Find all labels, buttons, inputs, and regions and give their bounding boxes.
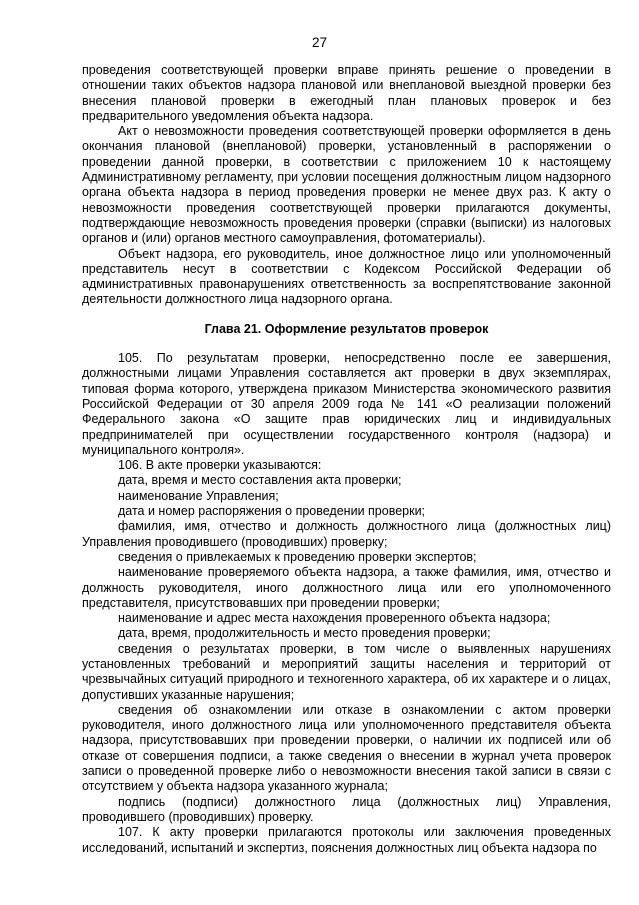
paragraph: 106. В акте проверки указываются: xyxy=(118,458,322,473)
list-item: наименование Управления; xyxy=(118,488,279,503)
paragraph: 105. По результатам проверки, непосредственно после ее завершения, должностными лицами Управления составляется акт проверки в двух экземплярах, типовая форма которого, утверждена приказом Министерства экономического развития Российской Федерации от 30 апреля 2009 года № 141 «О реализации положений Федерального закона «О защите прав юридических лиц и индивидуальных предпринимателей при осуществлении государственного контроля (надзора) и муниципального контроля». xyxy=(82,351,611,457)
document-body xyxy=(82,63,611,856)
list-item: подпись (подписи) должностного лица (должностных лиц) Управления, проводившего (проводивших) проверку. xyxy=(82,794,611,824)
list-item: дата, время и место составления акта проверки; xyxy=(118,473,402,488)
list-item: наименование проверяемого объекта надзора, а также фамилия, имя, отчество и должность руководителя, иного должностного лица или его уполномоченного представителя, присутствовавших при проведении проверки; xyxy=(82,565,611,610)
chapter-heading: Глава 21. Оформление результатов проверок xyxy=(204,321,489,336)
list-item: фамилия, имя, отчество и должность должностного лица (должностных лиц) Управления проводившего (проводивших) проверку; xyxy=(82,519,611,549)
page-number: 27 xyxy=(311,35,328,50)
paragraph: проведения соответствующей проверки вправе принять решение о проведении в отношении таких объектов надзора плановой или внеплановой выездной проверки без внесения плановой проверки в ежегодный план плановых проверок и без предварительного уведомления объекта надзора. xyxy=(82,63,611,123)
paragraphs-after xyxy=(82,351,611,856)
list-item: дата и номер распоряжения о проведении проверки; xyxy=(118,504,426,519)
list-item: сведения об ознакомлении или отказе в ознакомлении с актом проверки руководителя, иного должностного лица или уполномоченного представителя объекта надзора, присутствовавших при проведении проверки, о наличии их подписей или об отказе от совершения подписи, а также сведения о внесении в журнал учета проверок записи о проведенной проверке либо о невозможности внесения такой записи в связи с отсутствием у объекта надзора указанного журнала; xyxy=(82,702,611,794)
paragraph: 107. К акту проверки прилагаются протоколы или заключения проведенных исследований, испытаний и экспертиз, пояснения должностных лиц объекта надзора по xyxy=(82,825,611,855)
list-item: дата, время, продолжительность и место проведения проверки; xyxy=(118,626,491,641)
paragraphs-before xyxy=(82,63,611,308)
list-item: сведения о результатах проверки, в том числе о выявленных нарушениях установленных требований и мероприятий защиты населения и территорий от чрезвычайных ситуаций природного и техногенного характера, об их характере и о лицах, допустивших указанные нарушения; xyxy=(82,641,611,702)
paragraph: Акт о невозможности проведения соответствующей проверки оформляется в день окончания плановой (внеплановой) проверки, установленный в распоряжении о проведении данной проверки, в соответствии с приложением 10 к настоящему Административному регламенту, при условии посещения должностным лицом надзорного органа объекта надзора в период проведения проверки не менее двух раз. К акту о невозможности проведения соответствующей проверки прилагаются документы, подтверждающие невозможность проведения проверки (справки (выписки) из налоговых органов и (или) органов местного самоуправления, фотоматериалы). xyxy=(82,124,611,246)
paragraph: Объект надзора, его руководитель, иное должностное лицо или уполномоченный представитель несут в соответствии с Кодексом Российской Федерации об административных правонарушениях ответственность за воспрепятствование законной деятельности должностного лица надзорного органа. xyxy=(82,246,611,307)
list-item: сведения о привлекаемых к проведению проверки экспертов; xyxy=(118,549,477,564)
list-item: наименование и адрес места нахождения проверенного объекта надзора; xyxy=(118,611,551,626)
